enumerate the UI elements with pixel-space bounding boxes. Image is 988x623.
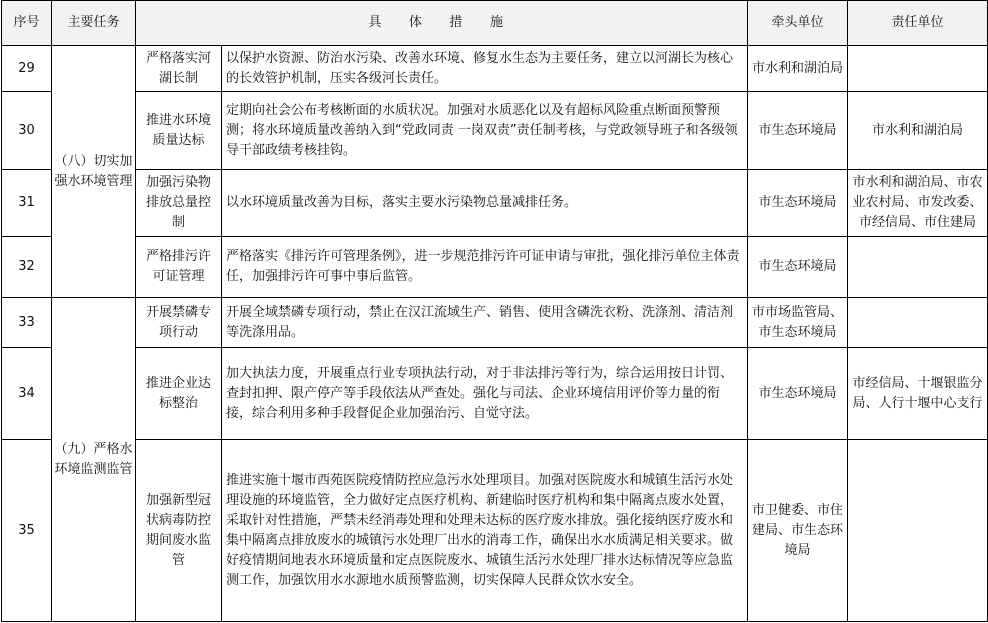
lead-unit: 市卫健委、市住建局、市生态环境局 xyxy=(748,440,848,622)
measure-text: 以水环境质量改善为目标，落实主要水污染物总量减排任务。 xyxy=(222,170,748,237)
lead-unit: 市生态环境局 xyxy=(748,170,848,237)
table-row xyxy=(2,92,988,170)
measure-text: 定期向社会公布考核断面的水质状况。加强对水质恶化以及有超标风险重点断面预警预测；将水环境质量改善纳入到“党政同责 一岗双责”责任制考核，与党政领导班子和各级领导干部政绩考核挂钩。 xyxy=(222,92,748,170)
sub-task: 加强污染物排放总量控制 xyxy=(136,170,222,237)
resp-unit: 市水利和湖泊局 xyxy=(848,92,988,170)
row-seq: 33 xyxy=(2,298,52,348)
header-resp: 责任单位 xyxy=(848,1,988,46)
row-seq: 29 xyxy=(2,46,52,92)
measure-text: 加大执法力度，开展重点行业专项执法行动，对于非法排污等行为，综合运用按日计罚、查封扣押、限产停产等手段依法从严查处。强化与司法、企业环境信用评价等力量的衔接，综合利用多种手段督促企业加强治污、自觉守法。 xyxy=(222,348,748,440)
measure-text: 开展全域禁磷专项行动，禁止在汉江流域生产、销售、使用含磷洗衣粉、洗涤剂、清洁剂等洗涤用品。 xyxy=(222,298,748,348)
table-row xyxy=(2,348,988,440)
row-seq: 34 xyxy=(2,348,52,440)
sub-task: 推进企业达标整治 xyxy=(136,348,222,440)
sub-task: 开展禁磷专项行动 xyxy=(136,298,222,348)
table-row xyxy=(2,440,988,622)
row-seq: 32 xyxy=(2,237,52,298)
lead-unit: 市生态环境局 xyxy=(748,348,848,440)
measures-table xyxy=(1,0,988,622)
measure-text: 推进实施十堰市西苑医院疫情防控应急污水处理项目。加强对医院废水和城镇生活污水处理设施的环境监管，全力做好定点医疗机构、新建临时医疗机构和集中隔离点废水处置，采取针对性措施，严禁未经消毒处理和处理未达标的医疗废水排放。强化接纳医疗废水和集中隔离点排放废水的城镇污水处理厂出水的消毒工作，确保出水水质满足相关要求。做好疫情期间地表水环境质量和定点医院废水、城镇生活污水处理厂排水达标情况等应急监测工作，加强饮用水水源地水质预警监测，切实保障人民群众饮水安全。 xyxy=(222,440,748,622)
lead-unit: 市水利和湖泊局 xyxy=(748,46,848,92)
table-row xyxy=(2,298,988,348)
table-row xyxy=(2,170,988,237)
table-row xyxy=(2,46,988,92)
table-row xyxy=(2,237,988,298)
resp-unit: 市水利和湖泊局、市农业农村局、市发改委、市经信局、市住建局 xyxy=(848,170,988,237)
header-seq: 序号 xyxy=(2,1,52,46)
row-seq: 35 xyxy=(2,440,52,622)
resp-unit xyxy=(848,237,988,298)
header-task: 主要任务 xyxy=(52,1,136,46)
measure-text: 以保护水资源、防治水污染、改善水环境、修复水生态为主要任务，建立以河湖长为核心的长效管护机制，压实各级河长责任。 xyxy=(222,46,748,92)
main-task-group-8: （八）切实加强水环境管理 xyxy=(52,46,136,298)
row-seq: 31 xyxy=(2,170,52,237)
lead-unit: 市生态环境局 xyxy=(748,92,848,170)
sub-task: 严格排污许可证管理 xyxy=(136,237,222,298)
sub-task: 严格落实河湖长制 xyxy=(136,46,222,92)
row-seq: 30 xyxy=(2,92,52,170)
resp-unit: 市经信局、十堰银监分局、人行十堰中心支行 xyxy=(848,348,988,440)
sub-task: 加强新型冠状病毒防控期间废水监管 xyxy=(136,440,222,622)
main-task-group-9: （九）严格水环境监测监管 xyxy=(52,298,136,622)
resp-unit xyxy=(848,46,988,92)
lead-unit: 市市场监管局、市生态环境局 xyxy=(748,298,848,348)
header-measures: 具 体 措 施 xyxy=(136,1,748,46)
resp-unit xyxy=(848,298,988,348)
measure-text: 严格落实《排污许可管理条例》，进一步规范排污许可证申请与审批，强化排污单位主体责任，加强排污许可事中事后监管。 xyxy=(222,237,748,298)
lead-unit: 市生态环境局 xyxy=(748,237,848,298)
resp-unit xyxy=(848,440,988,622)
header-lead: 牵头单位 xyxy=(748,1,848,46)
header-row xyxy=(2,1,988,46)
sub-task: 推进水环境质量达标 xyxy=(136,92,222,170)
